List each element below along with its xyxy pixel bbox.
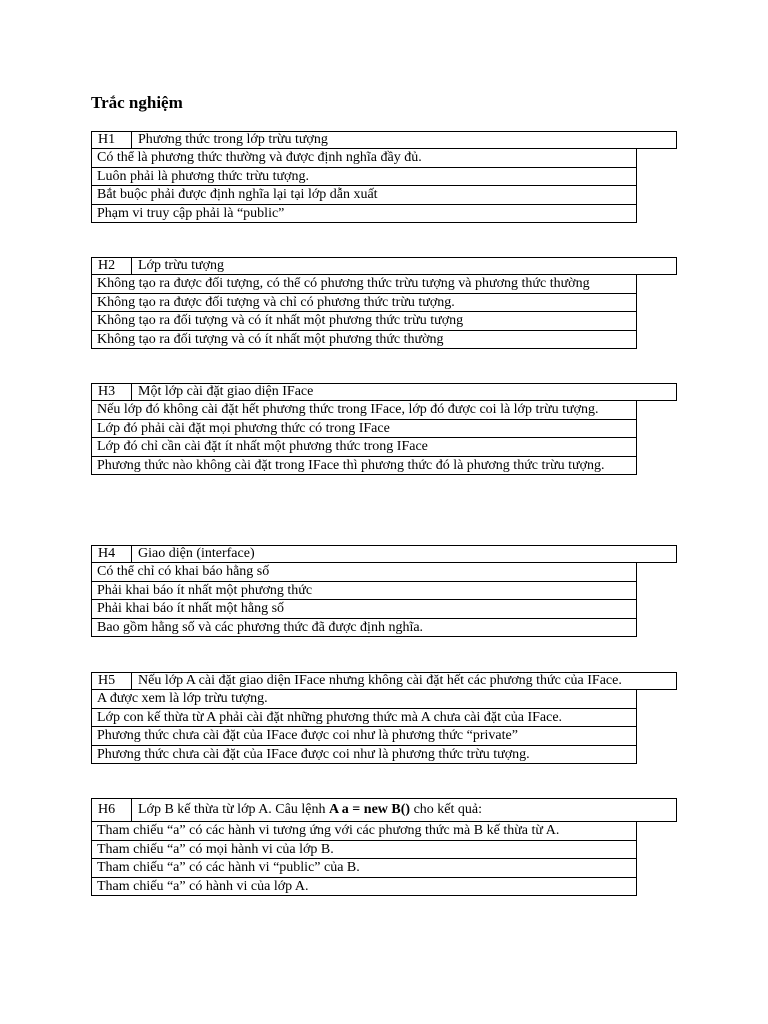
option-item: Luôn phải là phương thức trừu tượng. [92, 168, 636, 187]
question-block-h2 [91, 257, 677, 349]
question-number: H5 [92, 673, 132, 689]
question-text: Nếu lớp A cài đặt giao diện IFace nhưng không cài đặt hết các phương thức của IFace. [138, 673, 622, 688]
option-item: Lớp con kế thừa từ A phải cài đặt những phương thức mà A chưa cài đặt của IFace. [92, 709, 636, 728]
option-item: A được xem là lớp trừu tượng. [92, 690, 636, 709]
option-item: Tham chiếu “a” có mọi hành vi của lớp B. [92, 841, 636, 860]
options-list [91, 149, 637, 223]
option-item: Phương thức nào không cài đặt trong IFace thì phương thức đó là phương thức trừu tượng. [92, 457, 636, 476]
option-item: Có thể là phương thức thường và được định nghĩa đầy đủ. [92, 149, 636, 168]
code-statement: A a = new B() [328, 802, 411, 817]
option-item: Lớp đó phải cài đặt mọi phương thức có trong IFace [92, 420, 636, 439]
question-block-h1 [91, 131, 677, 223]
options-list [91, 822, 637, 896]
question-text [132, 799, 482, 821]
document-title: Trắc nghiệm [91, 93, 183, 112]
options-list [91, 401, 637, 475]
question-text-after: cho kết quả: [410, 802, 482, 817]
option-item: Tham chiếu “a” có hành vi của lớp A. [92, 878, 636, 897]
option-item: Không tạo ra đối tượng và có ít nhất một phương thức trừu tượng [92, 312, 636, 331]
question-header [91, 257, 677, 275]
question-header [91, 672, 677, 690]
option-item: Bao gồm hằng số và các phương thức đã được định nghĩa. [92, 619, 636, 638]
options-list [91, 563, 637, 637]
option-item: Bắt buộc phải được định nghĩa lại tại lớp dẫn xuất [92, 186, 636, 205]
question-header [91, 545, 677, 563]
option-item: Có thể chỉ có khai báo hằng số [92, 563, 636, 582]
question-header [91, 131, 677, 149]
question-header [91, 383, 677, 401]
option-item: Phương thức chưa cài đặt của IFace được coi như là phương thức “private” [92, 727, 636, 746]
options-list [91, 690, 637, 764]
option-item: Phương thức chưa cài đặt của IFace được coi như là phương thức trừu tượng. [92, 746, 636, 765]
question-number: H6 [92, 799, 132, 821]
question-text-before: Lớp B kế thừa từ lớp A. Câu lệnh [138, 802, 329, 817]
option-item: Không tạo ra được đối tượng và chỉ có phương thức trừu tượng. [92, 294, 636, 313]
question-text: Giao diện (interface) [138, 546, 255, 561]
option-item: Phạm vi truy cập phải là “public” [92, 205, 636, 224]
options-list [91, 275, 637, 349]
question-number: H3 [92, 384, 132, 400]
option-item: Tham chiếu “a” có các hành vi tương ứng với các phương thức mà B kế thừa từ A. [92, 822, 636, 841]
question-header [91, 798, 677, 822]
question-text: Phương thức trong lớp trừu tượng [138, 132, 328, 147]
option-item: Không tạo ra đối tượng và có ít nhất một phương thức thường [92, 331, 636, 350]
option-item: Lớp đó chỉ cần cài đặt ít nhất một phương thức trong IFace [92, 438, 636, 457]
question-text: Lớp trừu tượng [138, 258, 224, 273]
option-item: Tham chiếu “a” có các hành vi “public” của B. [92, 859, 636, 878]
option-item: Phải khai báo ít nhất một hằng số [92, 600, 636, 619]
option-item: Không tạo ra được đối tượng, có thể có phương thức trừu tượng và phương thức thường [92, 275, 636, 294]
question-block-h3 [91, 383, 677, 475]
question-block-h6 [91, 798, 677, 896]
question-number: H1 [92, 132, 132, 148]
question-block-h5 [91, 672, 677, 764]
question-text: Một lớp cài đặt giao diện IFace [138, 384, 314, 399]
question-number: H2 [92, 258, 132, 274]
question-number: H4 [92, 546, 132, 562]
question-block-h4 [91, 545, 677, 637]
option-item: Phải khai báo ít nhất một phương thức [92, 582, 636, 601]
option-item: Nếu lớp đó không cài đặt hết phương thức trong IFace, lớp đó được coi là lớp trừu tượng. [92, 401, 636, 420]
